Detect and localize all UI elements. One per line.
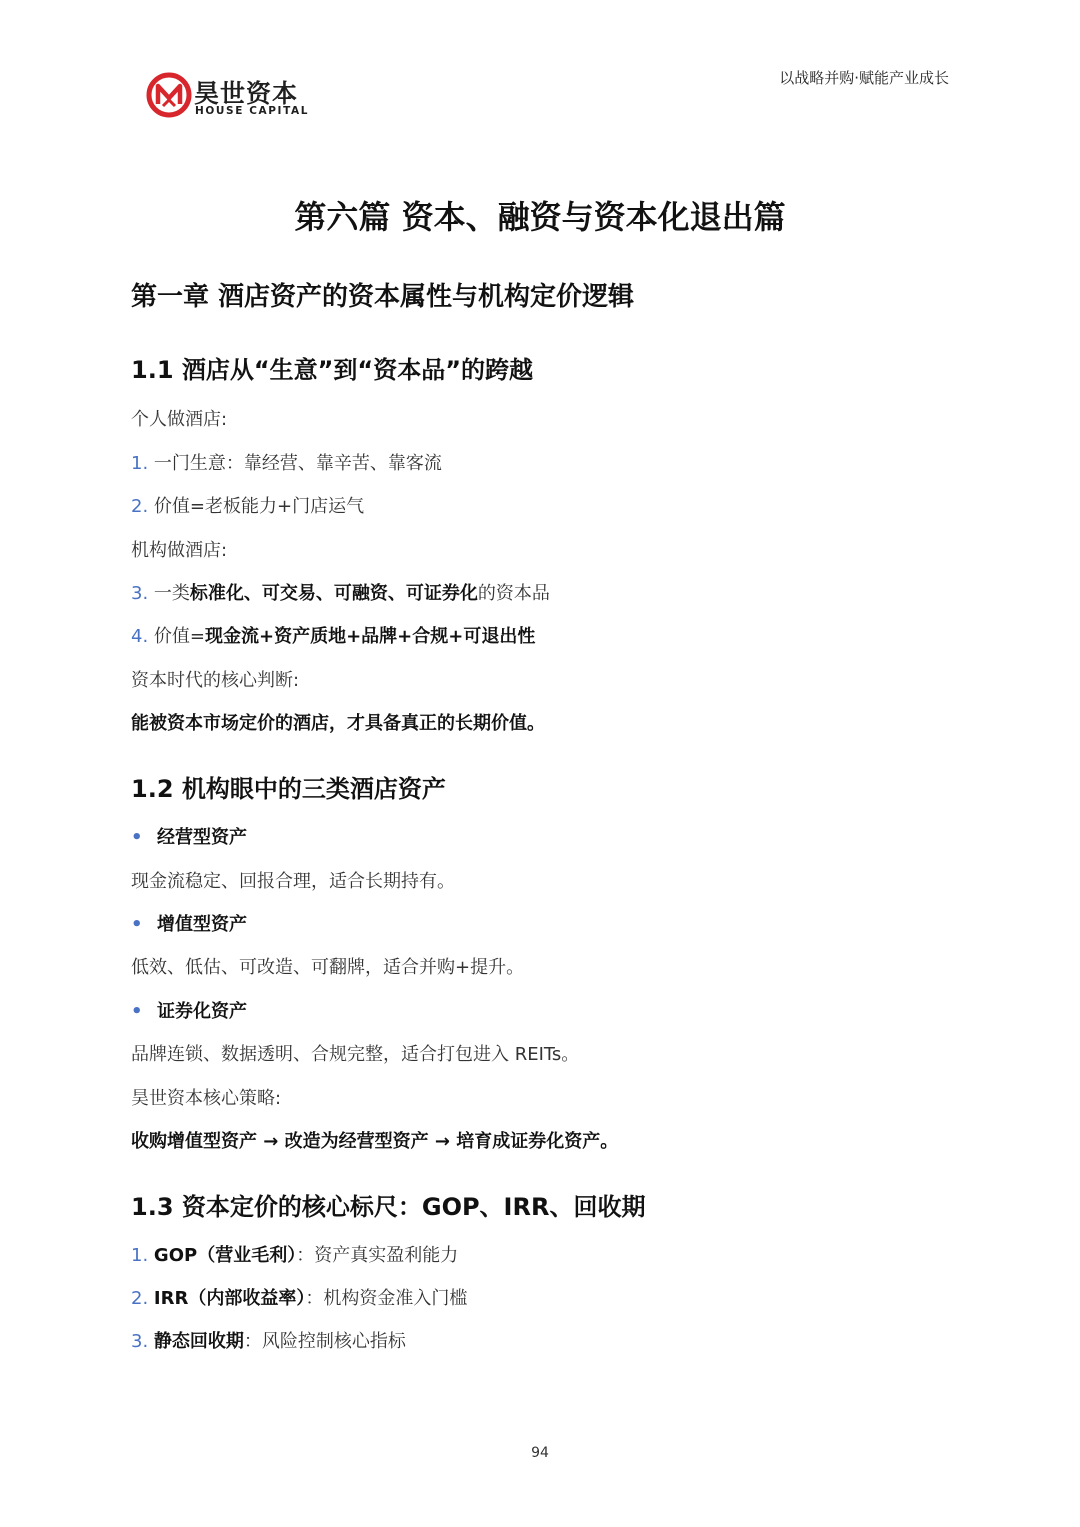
list-item [131, 1241, 458, 1267]
logo-english-name: HOUSE CAPITAL [195, 105, 310, 117]
core-judgment-text: 能被资本市场定价的酒店，才具备真正的长期价值。 [131, 713, 545, 734]
list-text: ：机构资金准入门槛 [305, 1288, 468, 1309]
list-text-bold: 现金流+资产质地+品牌+合规+可退出性 [205, 626, 536, 647]
list-item [131, 449, 442, 475]
list-text-bold: 标准化、可交易、可融资、可证券化 [189, 583, 478, 604]
list-text-suffix: 的资本品 [477, 583, 550, 604]
list-text-prefix: 一类 [153, 583, 190, 604]
list-number: 2. [131, 496, 149, 517]
house-capital-logo-icon [146, 72, 192, 118]
list-number: 3. [131, 1331, 149, 1352]
section-1-1-title: 1.1 酒店从“生意”到“资本品”的跨越 [131, 356, 533, 384]
asset-type-label: 增值型资产 [157, 914, 247, 935]
core-judgment-label: 资本时代的核心判断: [131, 670, 300, 691]
bullet-icon: • [131, 827, 143, 848]
list-number: 3. [131, 583, 149, 604]
list-item [131, 492, 364, 518]
chapter-title: 第一章 酒店资产的资本属性与机构定价逻辑 [131, 282, 635, 312]
institution-label: 机构做酒店: [131, 540, 228, 561]
list-text: ：风险控制核心指标 [243, 1331, 406, 1352]
asset-type-item [131, 910, 247, 936]
asset-type-item [131, 823, 247, 849]
section-1-3-title: 1.3 资本定价的核心标尺：GOP、IRR、回收期 [131, 1193, 646, 1221]
list-number: 4. [131, 626, 149, 647]
list-text-prefix: 价值= [153, 626, 206, 647]
bullet-icon: • [131, 914, 143, 935]
list-text-bold: GOP（营业毛利） [153, 1245, 297, 1266]
list-text: ：资产真实盈利能力 [296, 1245, 459, 1266]
asset-type-desc: 品牌连锁、数据透明、合规完整，适合打包进入 REITs。 [131, 1044, 580, 1065]
bullet-icon: • [131, 1001, 143, 1022]
list-text-bold: IRR（内部收益率） [153, 1288, 306, 1309]
section-1-2-title: 1.2 机构眼中的三类酒店资产 [131, 775, 446, 803]
asset-type-item [131, 997, 247, 1023]
asset-type-label: 证券化资产 [157, 1001, 247, 1022]
list-text: 价值=老板能力+门店运气 [153, 496, 365, 517]
part-title: 第六篇 资本、融资与资本化退出篇 [294, 198, 786, 236]
list-text-bold: 静态回收期 [153, 1331, 244, 1352]
asset-type-label: 经营型资产 [157, 827, 247, 848]
asset-type-desc: 低效、低估、可改造、可翻牌，适合并购+提升。 [131, 957, 525, 978]
list-text: 一门生意：靠经营、靠辛苦、靠客流 [153, 453, 442, 474]
list-number: 2. [131, 1288, 149, 1309]
list-number: 1. [131, 453, 149, 474]
strategy-text: 收购增值型资产 → 改造为经营型资产 → 培育成证券化资产。 [131, 1131, 619, 1152]
asset-type-desc: 现金流稳定、回报合理，适合长期持有。 [131, 871, 455, 892]
list-item [131, 622, 535, 648]
strategy-label: 昊世资本核心策略: [131, 1088, 282, 1109]
list-item [131, 1284, 467, 1310]
individual-label: 个人做酒店: [131, 409, 228, 430]
list-number: 1. [131, 1245, 149, 1266]
house-capital-logo [146, 72, 316, 120]
logo-chinese-name: 昊世资本 [194, 79, 299, 108]
list-item [131, 1327, 406, 1353]
list-item [131, 579, 550, 605]
page-number: 94 [531, 1445, 549, 1461]
header-slogan: 以战略并购·赋能产业成长 [779, 69, 949, 87]
